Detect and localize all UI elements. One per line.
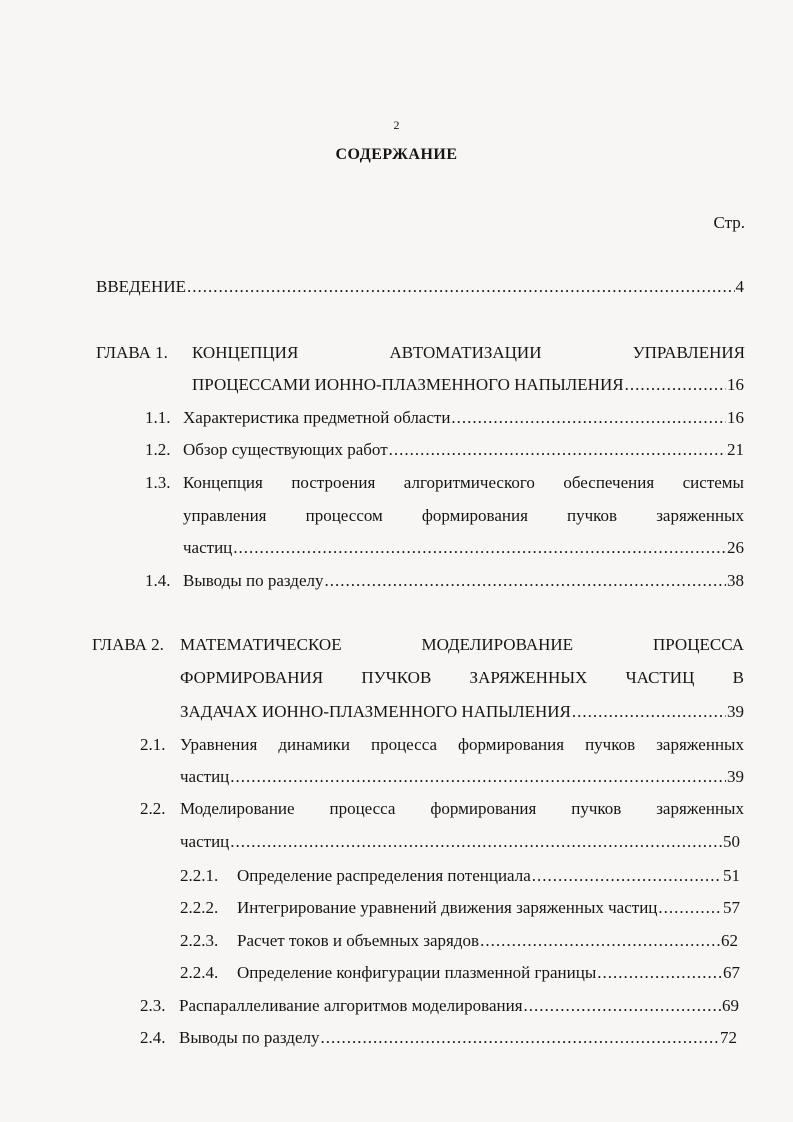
title-word: МАТЕМАТИЧЕСКОЕ — [180, 635, 342, 654]
text-word: динамики — [278, 735, 350, 754]
title-word: ЧАСТИЦ — [625, 668, 695, 687]
text-word: процесса — [329, 799, 396, 818]
toc-entry-chapter-2[interactable] — [180, 700, 744, 724]
text-word: пучков — [571, 799, 622, 818]
dot-leader — [389, 438, 726, 462]
toc-entry-text: ПРОЦЕССАМИ ИОННО-ПЛАЗМЕННОГО НАПЫЛЕНИЯ — [192, 375, 624, 394]
dot-leader — [324, 569, 726, 593]
text-word: обеспечения — [563, 473, 655, 492]
dot-leader — [320, 1026, 719, 1050]
section-number: 1.4. — [145, 571, 171, 590]
toc-page-number: 39 — [727, 767, 744, 786]
toc-entry-section-2-2-2[interactable] — [237, 896, 740, 920]
toc-entry-section-1-1[interactable] — [183, 406, 744, 430]
text-word: заряженных — [656, 506, 744, 525]
text-word: процессом — [305, 506, 383, 525]
section-text-line[interactable] — [180, 733, 744, 757]
toc-entry-text: Распараллеливание алгоритмов моделирования — [179, 996, 523, 1015]
toc-entry-text: Обзор существующих работ — [183, 440, 388, 459]
title-word: ФОРМИРОВАНИЯ — [180, 668, 324, 687]
toc-entry-section-2-4[interactable] — [179, 1026, 737, 1050]
text-word: формирования — [458, 735, 565, 754]
toc-page-number: 16 — [727, 408, 744, 427]
dot-leader — [230, 765, 726, 789]
chapter-number: ГЛАВА 1. — [96, 343, 168, 362]
toc-entry-section-1-2[interactable] — [183, 438, 744, 462]
toc-page-number: 67 — [723, 963, 740, 982]
toc-entry-section-2-2[interactable] — [180, 830, 740, 854]
toc-entry-section-2-3[interactable] — [179, 994, 739, 1018]
toc-entry-section-2-2-1[interactable] — [237, 864, 740, 888]
toc-page-number: 50 — [723, 832, 740, 851]
toc-entry-text: Определение конфигурации плазменной границы — [237, 963, 597, 982]
toc-entry-text: частиц — [180, 767, 230, 786]
dot-leader — [230, 830, 722, 854]
chapter-title-line[interactable] — [180, 666, 744, 690]
section-number: 1.3. — [145, 473, 171, 492]
section-number: 1.1. — [145, 408, 171, 427]
chapter-title-line[interactable] — [180, 633, 744, 657]
dot-leader — [524, 994, 721, 1018]
section-number: 2.1. — [140, 735, 166, 754]
page-title: СОДЕРЖАНИЕ — [335, 146, 458, 163]
toc-page-number: 57 — [723, 898, 740, 917]
dot-leader — [658, 896, 722, 920]
text-word: алгоритмического — [403, 473, 535, 492]
dot-leader — [451, 406, 726, 430]
title-word: АВТОМАТИЗАЦИИ — [389, 343, 542, 362]
toc-entry-text: Интегрирование уравнений движения заряженных частиц — [237, 898, 658, 917]
toc-page-number: 26 — [727, 538, 744, 557]
subsection-number: 2.2.4. — [180, 963, 219, 982]
dot-leader — [625, 373, 726, 397]
dot-leader — [233, 536, 726, 560]
toc-entry-section-2-2-4[interactable] — [237, 961, 740, 985]
toc-entry-text: частиц — [183, 538, 233, 557]
section-number: 2.2. — [140, 799, 166, 818]
text-word: процесса — [370, 735, 437, 754]
title-word: МОДЕЛИРОВАНИЕ — [421, 635, 574, 654]
toc-entry-text: ВВЕДЕНИЕ — [96, 277, 186, 296]
toc-entry-text: ЗАДАЧАХ ИОННО-ПЛАЗМЕННОГО НАПЫЛЕНИЯ — [180, 702, 571, 721]
toc-entry-text: Выводы по разделу — [183, 571, 324, 590]
toc-entry-section-2-1[interactable] — [180, 765, 744, 789]
toc-entry-chapter-1[interactable] — [192, 373, 744, 397]
text-word: заряженных — [656, 735, 744, 754]
toc-page-number: 51 — [723, 866, 740, 885]
page-number: 2 — [393, 118, 400, 132]
section-number: 2.3. — [140, 996, 166, 1015]
toc-entry-text: Определение распределения потенциала — [237, 866, 531, 885]
toc-entry-text: частиц — [180, 832, 230, 851]
toc-entry-section-1-4[interactable] — [183, 569, 744, 593]
section-text-line[interactable] — [183, 471, 744, 495]
toc-page-number: 4 — [735, 277, 744, 296]
title-word: ПРОЦЕССА — [652, 635, 744, 654]
text-word: формирования — [430, 799, 537, 818]
chapter-title-line[interactable] — [192, 341, 745, 365]
text-word: пучков — [567, 506, 618, 525]
dot-leader — [187, 275, 735, 299]
dot-leader — [597, 961, 722, 985]
toc-entry-text: Расчет токов и объемных зарядов — [237, 931, 480, 950]
section-text-line[interactable] — [180, 797, 744, 821]
text-word: управления — [183, 506, 267, 525]
toc-page-number: 21 — [727, 440, 744, 459]
chapter-number: ГЛАВА 2. — [92, 635, 164, 654]
title-word: КОНЦЕПЦИЯ — [192, 343, 299, 362]
toc-entry-intro[interactable] — [96, 275, 744, 299]
toc-page-number: 72 — [720, 1028, 737, 1047]
title-word: ЗАРЯЖЕННЫХ — [469, 668, 588, 687]
dot-leader — [480, 929, 720, 953]
toc-page-number: 38 — [727, 571, 744, 590]
section-number: 2.4. — [140, 1028, 166, 1047]
subsection-number: 2.2.2. — [180, 898, 219, 917]
section-number: 1.2. — [145, 440, 171, 459]
section-text-line[interactable] — [183, 504, 744, 528]
dot-leader — [572, 700, 726, 724]
text-word: пучков — [585, 735, 636, 754]
title-word: ПУЧКОВ — [361, 668, 432, 687]
text-word: системы — [682, 473, 744, 492]
text-word: Уравнения — [180, 735, 258, 754]
subsection-number: 2.2.1. — [180, 866, 219, 885]
toc-page-number: 62 — [721, 931, 738, 950]
text-word: формирования — [421, 506, 528, 525]
text-word: заряженных — [656, 799, 744, 818]
toc-entry-text: Характеристика предметной области — [183, 408, 451, 427]
title-word: В — [732, 668, 744, 687]
toc-entry-text: Выводы по разделу — [179, 1028, 320, 1047]
toc-page-number: 39 — [727, 702, 744, 721]
text-word: Концепция — [183, 473, 263, 492]
toc-entry-section-2-2-3[interactable] — [237, 929, 738, 953]
text-word: построения — [291, 473, 376, 492]
toc-page-number: 69 — [722, 996, 739, 1015]
title-word: УПРАВЛЕНИЯ — [632, 343, 745, 362]
page-column-label: Стр. — [713, 213, 745, 232]
text-word: Моделирование — [180, 799, 295, 818]
subsection-number: 2.2.3. — [180, 931, 219, 950]
toc-entry-section-1-3[interactable] — [183, 536, 744, 560]
toc-page-number: 16 — [727, 375, 744, 394]
dot-leader — [532, 864, 722, 888]
